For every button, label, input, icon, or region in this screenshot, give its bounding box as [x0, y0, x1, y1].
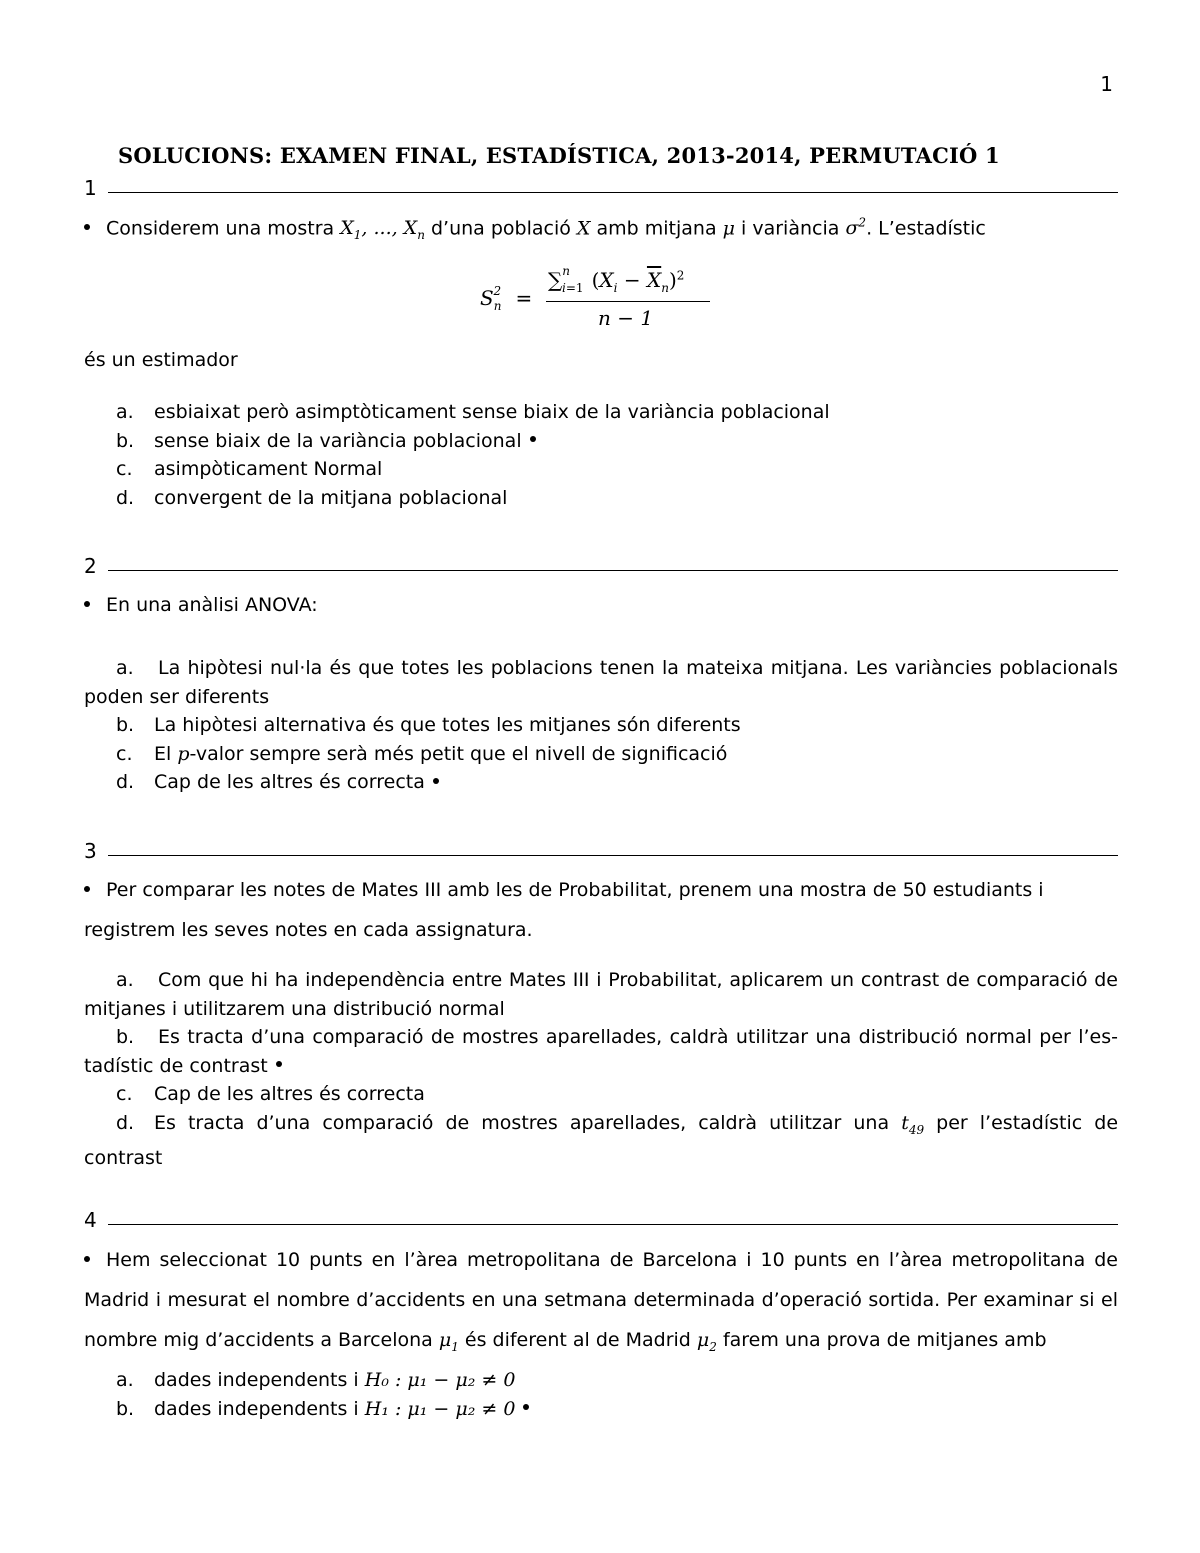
formula-numerator: ∑$^n_{i=1}$ $(X_i - \overline{X}_n)^2$ — [548, 264, 685, 295]
question-number: 3 — [84, 839, 97, 863]
question-3-header — [84, 839, 1118, 863]
correct-answer-icon — [433, 778, 439, 784]
formula-lhs: $S_n^2$ = — [480, 284, 533, 313]
correct-answer-icon — [523, 1404, 529, 1410]
math-sample: $X_1$, ..., $X_n$ — [340, 217, 425, 243]
option-c[interactable]: c. El p-valor sempre serà més petit que el nivell de significació — [116, 742, 728, 765]
option-a[interactable]: a. Com que hi ha independència entre Mates III i Probabilitat, aplicarem un contrast de comparació de mitjanes i utilitzarem una distribució normal — [84, 969, 1118, 1020]
question-2-header — [84, 554, 1118, 578]
question-1-options — [84, 398, 1118, 512]
option-a[interactable]: a. esbiaixat però asimptòticament sense biaix de la variància poblacional — [116, 401, 830, 423]
question-4-statement: Hem seleccionat 10 punts en l’àrea metropolitana de Barcelona i 10 punts en l’àrea metropolitana de Madrid i mesurat el nombre d’accidents en una setmana determinada d’operació sortida. Per examinar si el nombre mig d’accidents a Barcelona $\mu_1$ és diferent al de Madrid $\mu_2$ farem una prova de mitjanes amb — [84, 1249, 1118, 1354]
option-b[interactable]: b. dades independents i H₁ : μ₁ − μ₂ ≠ 0 — [84, 1395, 1118, 1424]
question-4-options — [84, 1366, 1118, 1423]
question-number: 4 — [84, 1208, 97, 1232]
option-a[interactable]: a. dades independents i H₀ : μ₁ − μ₂ ≠ 0 — [116, 1369, 516, 1391]
separator-rule — [108, 192, 1118, 193]
separator-rule — [108, 1224, 1118, 1225]
correct-answer-icon — [276, 1061, 282, 1067]
question-4-header — [84, 1208, 1118, 1232]
option-c[interactable]: c. Cap de les altres és correcta — [116, 1083, 425, 1105]
bullet-icon — [84, 601, 90, 607]
math-x: X — [576, 217, 591, 240]
option-b[interactable]: b. sense biaix de la variància poblacional — [84, 427, 1118, 456]
correct-answer-icon — [530, 436, 536, 442]
page-title: SOLUCIONS: EXAMEN FINAL, ESTADÍSTICA, 2013-2014, PERMUTACIÓ 1 — [118, 143, 1000, 168]
variance-formula — [480, 264, 720, 338]
option-c[interactable]: c. asimpòticament Normal — [116, 458, 383, 480]
question-1-statement: Considerem una mostra $X_1$, ..., $X_n$ d’una població X amb mitjana μ i variància $\sigma^2$. L’estadístic — [84, 204, 1118, 254]
question-2-options — [84, 654, 1118, 797]
option-d[interactable]: d. convergent de la mitjana poblacional — [116, 486, 508, 509]
question-number: 1 — [84, 176, 97, 200]
math-sigma: $\sigma^2$ — [845, 216, 867, 240]
option-d[interactable]: d. Es tracta d’una comparació de mostres aparellades, caldrà utilitzar una $t_{49}$ per l’estadístic de contrast — [84, 1111, 1119, 1169]
question-3-options — [84, 966, 1118, 1172]
fraction-bar — [546, 301, 710, 302]
question-1-header — [84, 176, 1118, 200]
page-number: 1 — [1100, 72, 1113, 96]
bullet-icon — [84, 224, 90, 230]
option-a[interactable]: a. La hipòtesi nul·la és que totes les poblacions tenen la mateixa mitjana. Les variàncies poblacionals poden ser diferents — [84, 657, 1118, 708]
separator-rule — [108, 855, 1118, 856]
option-b[interactable]: b. Es tracta d’una comparació de mostres aparellades, caldrà utilitzar una distribució normal per l’es-tadístic de contrast — [84, 1026, 1118, 1077]
option-d[interactable]: d. Cap de les altres és correcta — [84, 768, 1118, 797]
bullet-icon — [84, 1256, 90, 1262]
option-b[interactable]: b. La hipòtesi alternativa és que totes les mitjanes són diferents — [116, 714, 741, 736]
bullet-icon — [84, 886, 90, 892]
after-formula-text: és un estimador — [84, 349, 238, 371]
math-mu: μ — [722, 217, 735, 240]
question-3-statement: Per comparar les notes de Mates III amb les de Probabilitat, prenem una mostra de 50 estudiants i registrem les seves notes en cada assignatura. — [84, 879, 1044, 941]
question-2-statement: En una anàlisi ANOVA: — [84, 586, 1118, 624]
separator-rule — [108, 570, 1118, 571]
question-number: 2 — [84, 554, 97, 578]
formula-denominator: n − 1 — [598, 306, 654, 330]
